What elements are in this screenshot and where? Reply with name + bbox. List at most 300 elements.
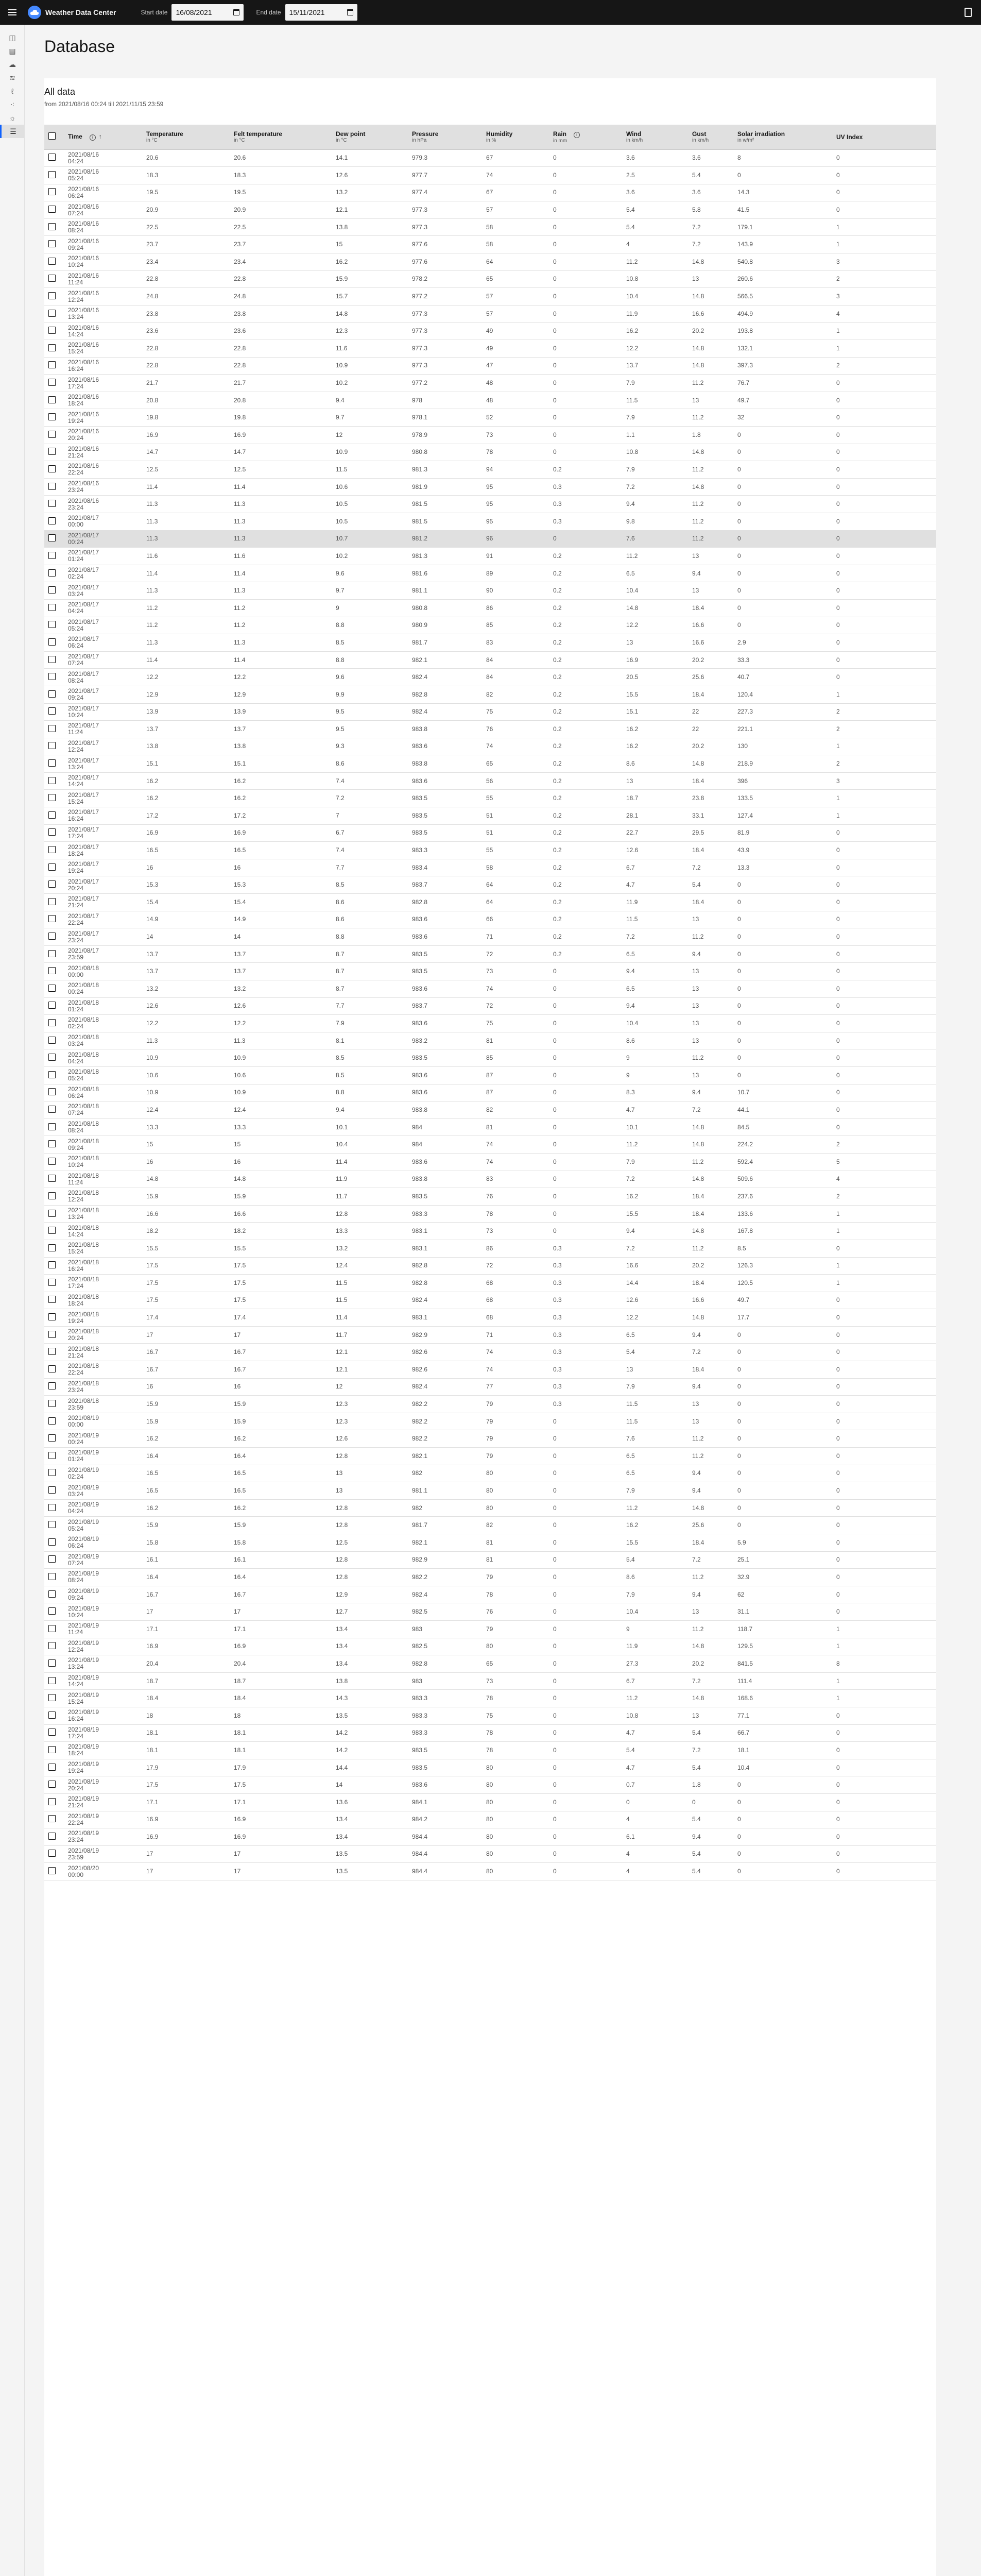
table-row[interactable] xyxy=(44,669,936,686)
row-select-cell[interactable] xyxy=(44,1863,64,1880)
table-row[interactable] xyxy=(44,1690,936,1707)
row-select-cell[interactable] xyxy=(44,807,64,825)
end-date-input[interactable] xyxy=(285,4,357,21)
table-row[interactable] xyxy=(44,686,936,703)
row-select-cell[interactable] xyxy=(44,1759,64,1776)
row-select-cell[interactable] xyxy=(44,824,64,842)
table-row[interactable] xyxy=(44,1586,936,1603)
table-row[interactable] xyxy=(44,149,936,167)
row-select-cell[interactable] xyxy=(44,1015,64,1032)
table-row[interactable] xyxy=(44,1015,936,1032)
table-row[interactable] xyxy=(44,1776,936,1794)
brand[interactable] xyxy=(28,6,116,19)
column-header-uv-index[interactable]: UV Index xyxy=(832,125,936,149)
row-select-cell[interactable] xyxy=(44,790,64,807)
table-row[interactable] xyxy=(44,253,936,271)
row-select-cell[interactable] xyxy=(44,634,64,652)
table-row[interactable] xyxy=(44,1534,936,1552)
row-select-cell[interactable] xyxy=(44,997,64,1015)
row-checkbox[interactable] xyxy=(48,361,56,368)
row-checkbox[interactable] xyxy=(48,500,56,507)
row-checkbox[interactable] xyxy=(48,811,56,819)
table-row[interactable] xyxy=(44,270,936,288)
info-icon[interactable]: i xyxy=(574,132,580,138)
row-select-cell[interactable] xyxy=(44,357,64,375)
table-row[interactable] xyxy=(44,1828,936,1846)
row-select-cell[interactable] xyxy=(44,496,64,513)
row-checkbox[interactable] xyxy=(48,1106,56,1113)
row-select-cell[interactable] xyxy=(44,963,64,980)
row-checkbox[interactable] xyxy=(48,569,56,577)
row-checkbox[interactable] xyxy=(48,707,56,715)
row-select-cell[interactable] xyxy=(44,703,64,721)
column-header-pressure[interactable]: Pressure in hPa xyxy=(408,125,482,149)
table-row[interactable] xyxy=(44,478,936,496)
table-row[interactable] xyxy=(44,1603,936,1621)
row-checkbox[interactable] xyxy=(48,1452,56,1459)
info-icon[interactable]: i xyxy=(90,134,96,141)
row-select-cell[interactable] xyxy=(44,1793,64,1811)
row-select-cell[interactable] xyxy=(44,1482,64,1500)
row-checkbox[interactable] xyxy=(48,621,56,628)
table-row[interactable] xyxy=(44,288,936,306)
row-checkbox[interactable] xyxy=(48,1833,56,1840)
row-checkbox[interactable] xyxy=(48,1590,56,1598)
row-select-cell[interactable] xyxy=(44,721,64,738)
row-select-cell[interactable] xyxy=(44,340,64,358)
row-checkbox[interactable] xyxy=(48,1850,56,1857)
table-row[interactable] xyxy=(44,963,936,980)
row-select-cell[interactable] xyxy=(44,1257,64,1275)
row-checkbox[interactable] xyxy=(48,1227,56,1234)
row-checkbox[interactable] xyxy=(48,1261,56,1268)
row-select-cell[interactable] xyxy=(44,530,64,548)
row-select-cell[interactable] xyxy=(44,1707,64,1724)
table-row[interactable] xyxy=(44,1292,936,1309)
row-checkbox[interactable] xyxy=(48,1210,56,1217)
row-select-cell[interactable] xyxy=(44,565,64,582)
table-row[interactable] xyxy=(44,1811,936,1828)
row-select-cell[interactable] xyxy=(44,1344,64,1361)
row-checkbox[interactable] xyxy=(48,310,56,317)
table-row[interactable] xyxy=(44,1517,936,1534)
table-row[interactable] xyxy=(44,1499,936,1517)
row-select-cell[interactable] xyxy=(44,945,64,963)
row-select-cell[interactable] xyxy=(44,270,64,288)
row-checkbox[interactable] xyxy=(48,552,56,559)
row-select-cell[interactable] xyxy=(44,548,64,565)
row-checkbox[interactable] xyxy=(48,1071,56,1078)
row-select-cell[interactable] xyxy=(44,1499,64,1517)
table-row[interactable] xyxy=(44,1032,936,1049)
row-checkbox[interactable] xyxy=(48,344,56,351)
table-row[interactable] xyxy=(44,617,936,634)
row-select-cell[interactable] xyxy=(44,236,64,253)
calendar-icon[interactable] xyxy=(233,9,239,15)
row-select-cell[interactable] xyxy=(44,1361,64,1379)
row-select-cell[interactable] xyxy=(44,513,64,530)
row-checkbox[interactable] xyxy=(48,292,56,299)
table-row[interactable] xyxy=(44,340,936,358)
table-row[interactable] xyxy=(44,1413,936,1430)
row-checkbox[interactable] xyxy=(48,656,56,663)
table-row[interactable] xyxy=(44,1344,936,1361)
row-select-cell[interactable] xyxy=(44,1586,64,1603)
row-select-cell[interactable] xyxy=(44,1275,64,1292)
row-checkbox[interactable] xyxy=(48,1781,56,1788)
table-row[interactable] xyxy=(44,721,936,738)
row-checkbox[interactable] xyxy=(48,863,56,871)
table-row[interactable] xyxy=(44,807,936,825)
row-checkbox[interactable] xyxy=(48,1764,56,1771)
table-row[interactable] xyxy=(44,530,936,548)
sort-arrow-icon[interactable]: ↑ xyxy=(98,133,102,141)
row-select-cell[interactable] xyxy=(44,1517,64,1534)
table-row[interactable] xyxy=(44,392,936,409)
row-select-cell[interactable] xyxy=(44,1569,64,1586)
table-row[interactable] xyxy=(44,1396,936,1413)
table-row[interactable] xyxy=(44,565,936,582)
row-select-cell[interactable] xyxy=(44,1101,64,1119)
row-checkbox[interactable] xyxy=(48,1088,56,1095)
row-checkbox[interactable] xyxy=(48,742,56,749)
row-select-cell[interactable] xyxy=(44,1534,64,1552)
row-checkbox[interactable] xyxy=(48,1244,56,1251)
table-row[interactable] xyxy=(44,997,936,1015)
row-checkbox[interactable] xyxy=(48,985,56,992)
row-checkbox[interactable] xyxy=(48,604,56,611)
row-select-cell[interactable] xyxy=(44,288,64,306)
table-row[interactable] xyxy=(44,790,936,807)
row-select-cell[interactable] xyxy=(44,427,64,444)
row-checkbox[interactable] xyxy=(48,950,56,957)
table-row[interactable] xyxy=(44,1863,936,1880)
table-row[interactable] xyxy=(44,928,936,946)
table-row[interactable] xyxy=(44,1551,936,1569)
table-row[interactable] xyxy=(44,1223,936,1240)
table-row[interactable] xyxy=(44,184,936,201)
table-row[interactable] xyxy=(44,876,936,894)
table-row[interactable] xyxy=(44,201,936,219)
row-select-cell[interactable] xyxy=(44,409,64,427)
row-select-cell[interactable] xyxy=(44,1603,64,1621)
row-select-cell[interactable] xyxy=(44,392,64,409)
row-select-cell[interactable] xyxy=(44,1724,64,1742)
table-row[interactable] xyxy=(44,167,936,184)
row-checkbox[interactable] xyxy=(48,967,56,974)
row-checkbox[interactable] xyxy=(48,673,56,680)
table-row[interactable] xyxy=(44,1361,936,1379)
row-select-cell[interactable] xyxy=(44,1845,64,1863)
row-checkbox[interactable] xyxy=(48,448,56,455)
row-select-cell[interactable] xyxy=(44,1811,64,1828)
column-header-time[interactable]: Time i ↑ xyxy=(64,125,142,149)
row-checkbox[interactable] xyxy=(48,379,56,386)
row-checkbox[interactable] xyxy=(48,1538,56,1546)
table-row[interactable] xyxy=(44,894,936,911)
row-select-cell[interactable] xyxy=(44,218,64,236)
select-all-checkbox[interactable] xyxy=(48,132,56,140)
row-checkbox[interactable] xyxy=(48,517,56,524)
table-row[interactable] xyxy=(44,1171,936,1188)
row-checkbox[interactable] xyxy=(48,275,56,282)
table-row[interactable] xyxy=(44,980,936,998)
row-checkbox[interactable] xyxy=(48,1573,56,1580)
row-select-cell[interactable] xyxy=(44,980,64,998)
table-row[interactable] xyxy=(44,1430,936,1448)
row-checkbox[interactable] xyxy=(48,1815,56,1822)
row-select-cell[interactable] xyxy=(44,375,64,392)
row-select-cell[interactable] xyxy=(44,461,64,479)
row-checkbox[interactable] xyxy=(48,534,56,541)
row-checkbox[interactable] xyxy=(48,1746,56,1753)
row-checkbox[interactable] xyxy=(48,915,56,922)
row-select-cell[interactable] xyxy=(44,1066,64,1084)
row-select-cell[interactable] xyxy=(44,253,64,271)
row-checkbox[interactable] xyxy=(48,1158,56,1165)
row-checkbox[interactable] xyxy=(48,206,56,213)
row-checkbox[interactable] xyxy=(48,1140,56,1147)
row-checkbox[interactable] xyxy=(48,413,56,420)
column-header-felt-temperature[interactable]: Felt temperature in °C xyxy=(230,125,332,149)
row-checkbox[interactable] xyxy=(48,396,56,403)
table-row[interactable] xyxy=(44,1309,936,1327)
row-checkbox[interactable] xyxy=(48,759,56,767)
nav-weather-icon[interactable]: ☁ xyxy=(9,60,16,69)
table-row[interactable] xyxy=(44,357,936,375)
row-checkbox[interactable] xyxy=(48,171,56,178)
row-select-cell[interactable] xyxy=(44,167,64,184)
table-row[interactable] xyxy=(44,1793,936,1811)
nav-dashboard-icon[interactable]: ◫ xyxy=(9,33,16,42)
row-checkbox[interactable] xyxy=(48,240,56,247)
row-select-cell[interactable] xyxy=(44,1413,64,1430)
row-select-cell[interactable] xyxy=(44,1049,64,1067)
row-checkbox[interactable] xyxy=(48,1711,56,1719)
row-checkbox[interactable] xyxy=(48,327,56,334)
table-row[interactable] xyxy=(44,634,936,652)
row-select-cell[interactable] xyxy=(44,1448,64,1465)
table-row[interactable] xyxy=(44,1742,936,1759)
table-row[interactable] xyxy=(44,305,936,323)
row-checkbox[interactable] xyxy=(48,1504,56,1511)
table-row[interactable] xyxy=(44,548,936,565)
row-checkbox[interactable] xyxy=(48,1677,56,1684)
row-select-cell[interactable] xyxy=(44,1171,64,1188)
export-icon[interactable] xyxy=(965,8,972,17)
table-row[interactable] xyxy=(44,1049,936,1067)
row-select-cell[interactable] xyxy=(44,305,64,323)
row-checkbox[interactable] xyxy=(48,794,56,801)
table-row[interactable] xyxy=(44,409,936,427)
row-checkbox[interactable] xyxy=(48,1279,56,1286)
row-select-cell[interactable] xyxy=(44,1188,64,1206)
table-row[interactable] xyxy=(44,599,936,617)
table-row[interactable] xyxy=(44,323,936,340)
row-select-cell[interactable] xyxy=(44,323,64,340)
row-checkbox[interactable] xyxy=(48,1054,56,1061)
row-select-cell[interactable] xyxy=(44,1326,64,1344)
table-row[interactable] xyxy=(44,1153,936,1171)
table-row[interactable] xyxy=(44,911,936,928)
row-select-cell[interactable] xyxy=(44,1032,64,1049)
row-select-cell[interactable] xyxy=(44,1638,64,1655)
row-select-cell[interactable] xyxy=(44,617,64,634)
row-checkbox[interactable] xyxy=(48,431,56,438)
row-checkbox[interactable] xyxy=(48,258,56,265)
row-checkbox[interactable] xyxy=(48,880,56,888)
row-select-cell[interactable] xyxy=(44,911,64,928)
row-checkbox[interactable] xyxy=(48,1331,56,1338)
row-checkbox[interactable] xyxy=(48,1798,56,1805)
row-checkbox[interactable] xyxy=(48,1002,56,1009)
row-select-cell[interactable] xyxy=(44,1465,64,1482)
column-header-wind[interactable]: Wind in km/h xyxy=(622,125,688,149)
table-row[interactable] xyxy=(44,842,936,859)
row-checkbox[interactable] xyxy=(48,586,56,594)
table-row[interactable] xyxy=(44,444,936,461)
table-row[interactable] xyxy=(44,945,936,963)
row-checkbox[interactable] xyxy=(48,1555,56,1563)
row-checkbox[interactable] xyxy=(48,1694,56,1701)
row-select-cell[interactable] xyxy=(44,1672,64,1690)
row-checkbox[interactable] xyxy=(48,1192,56,1199)
row-checkbox[interactable] xyxy=(48,1867,56,1874)
row-select-cell[interactable] xyxy=(44,1378,64,1396)
row-checkbox[interactable] xyxy=(48,1365,56,1372)
row-checkbox[interactable] xyxy=(48,1037,56,1044)
row-checkbox[interactable] xyxy=(48,690,56,698)
row-checkbox[interactable] xyxy=(48,898,56,905)
row-checkbox[interactable] xyxy=(48,1382,56,1389)
table-row[interactable] xyxy=(44,1257,936,1275)
row-select-cell[interactable] xyxy=(44,1655,64,1673)
row-select-cell[interactable] xyxy=(44,1084,64,1101)
table-row[interactable] xyxy=(44,1707,936,1724)
row-select-cell[interactable] xyxy=(44,1828,64,1846)
table-row[interactable] xyxy=(44,236,936,253)
table-row[interactable] xyxy=(44,1205,936,1223)
row-select-cell[interactable] xyxy=(44,478,64,496)
table-row[interactable] xyxy=(44,859,936,876)
table-row[interactable] xyxy=(44,1101,936,1119)
column-header-solar-irradiation[interactable]: Solar irradiation in w/m² xyxy=(733,125,832,149)
table-row[interactable] xyxy=(44,496,936,513)
menu-icon[interactable] xyxy=(0,0,25,25)
table-row[interactable] xyxy=(44,1638,936,1655)
row-checkbox[interactable] xyxy=(48,223,56,230)
table-row[interactable] xyxy=(44,1275,936,1292)
row-checkbox[interactable] xyxy=(48,1625,56,1632)
column-header-gust[interactable]: Gust in km/h xyxy=(688,125,733,149)
row-checkbox[interactable] xyxy=(48,1659,56,1667)
row-checkbox[interactable] xyxy=(48,465,56,472)
table-row[interactable] xyxy=(44,1378,936,1396)
table-row[interactable] xyxy=(44,1569,936,1586)
row-checkbox[interactable] xyxy=(48,777,56,784)
row-select-cell[interactable] xyxy=(44,651,64,669)
table-row[interactable] xyxy=(44,218,936,236)
table-row[interactable] xyxy=(44,1326,936,1344)
row-select-cell[interactable] xyxy=(44,842,64,859)
nav-temperature-icon[interactable]: ℓ xyxy=(11,87,14,95)
row-select-cell[interactable] xyxy=(44,1136,64,1154)
table-row[interactable] xyxy=(44,513,936,530)
row-checkbox[interactable] xyxy=(48,1123,56,1130)
table-row[interactable] xyxy=(44,1188,936,1206)
column-header-dew-point[interactable]: Dew point in °C xyxy=(332,125,408,149)
nav-chart-icon[interactable]: ▤ xyxy=(9,46,16,55)
row-select-cell[interactable] xyxy=(44,201,64,219)
row-checkbox[interactable] xyxy=(48,1434,56,1442)
row-checkbox[interactable] xyxy=(48,725,56,732)
table-row[interactable] xyxy=(44,738,936,755)
column-header-rain[interactable]: Rain i in mm xyxy=(549,125,622,149)
row-checkbox[interactable] xyxy=(48,933,56,940)
row-select-cell[interactable] xyxy=(44,1309,64,1327)
table-row[interactable] xyxy=(44,1465,936,1482)
row-checkbox[interactable] xyxy=(48,1642,56,1649)
row-select-cell[interactable] xyxy=(44,859,64,876)
start-date-input[interactable] xyxy=(171,4,244,21)
row-select-cell[interactable] xyxy=(44,876,64,894)
table-row[interactable] xyxy=(44,755,936,773)
column-header-humidity[interactable]: Humidity in % xyxy=(482,125,549,149)
table-row[interactable] xyxy=(44,703,936,721)
table-row[interactable] xyxy=(44,1448,936,1465)
table-row[interactable] xyxy=(44,1845,936,1863)
row-select-cell[interactable] xyxy=(44,772,64,790)
table-row[interactable] xyxy=(44,582,936,600)
row-select-cell[interactable] xyxy=(44,1690,64,1707)
table-row[interactable] xyxy=(44,1066,936,1084)
row-select-cell[interactable] xyxy=(44,686,64,703)
row-select-cell[interactable] xyxy=(44,669,64,686)
row-select-cell[interactable] xyxy=(44,1620,64,1638)
row-select-cell[interactable] xyxy=(44,1742,64,1759)
table-row[interactable] xyxy=(44,1759,936,1776)
nav-rain-icon[interactable]: ⁖ xyxy=(10,100,15,109)
table-row[interactable] xyxy=(44,824,936,842)
table-row[interactable] xyxy=(44,375,936,392)
row-select-cell[interactable] xyxy=(44,1776,64,1794)
row-checkbox[interactable] xyxy=(48,1417,56,1425)
table-row[interactable] xyxy=(44,1118,936,1136)
row-select-cell[interactable] xyxy=(44,1430,64,1448)
row-select-cell[interactable] xyxy=(44,928,64,946)
row-select-cell[interactable] xyxy=(44,1153,64,1171)
row-select-cell[interactable] xyxy=(44,1240,64,1257)
row-checkbox[interactable] xyxy=(48,846,56,853)
row-select-cell[interactable] xyxy=(44,149,64,167)
row-checkbox[interactable] xyxy=(48,1521,56,1528)
row-checkbox[interactable] xyxy=(48,1313,56,1320)
row-select-cell[interactable] xyxy=(44,1223,64,1240)
row-checkbox[interactable] xyxy=(48,1607,56,1615)
table-row[interactable] xyxy=(44,1724,936,1742)
row-checkbox[interactable] xyxy=(48,828,56,836)
row-select-cell[interactable] xyxy=(44,1292,64,1309)
table-row[interactable] xyxy=(44,1672,936,1690)
calendar-icon[interactable] xyxy=(347,9,353,15)
row-checkbox[interactable] xyxy=(48,188,56,195)
row-select-cell[interactable] xyxy=(44,1551,64,1569)
table-row[interactable] xyxy=(44,461,936,479)
row-checkbox[interactable] xyxy=(48,1469,56,1476)
table-row[interactable] xyxy=(44,772,936,790)
table-row[interactable] xyxy=(44,427,936,444)
row-checkbox[interactable] xyxy=(48,1400,56,1407)
